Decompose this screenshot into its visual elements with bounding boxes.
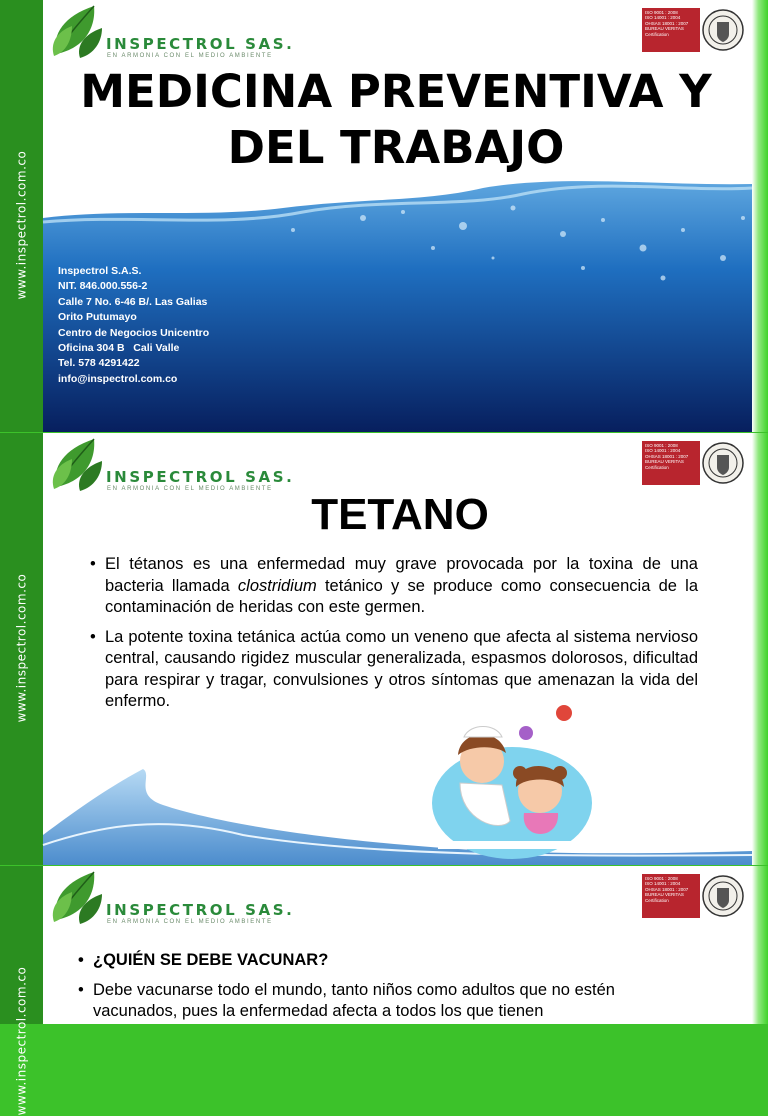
inspectrol-logo [50,4,310,64]
brand-name: INSPECTROL SAS. [106,35,295,53]
bureau-veritas-seal-icon [700,8,746,52]
right-accent-bar [752,0,768,432]
sidebar [0,0,43,432]
leaf-logo-icon [50,4,106,62]
brand-name: INSPECTROL SAS. [106,901,295,919]
sidebar-url: www.inspectrol.com.co [14,573,29,723]
slide-1 [0,0,768,432]
certification-badge [642,8,748,52]
bullet-item: • La potente toxina tetánica actúa como un veneno que afecta al sistema nervioso central, causando rigidez muscular generalizada, espasmos dolorosos, dificultad para respirar y tragar, convulsiones y otros síntomas que amenazan la vida del enfermo. [90,627,698,713]
sidebar-url: www.inspectrol.com.co [14,150,29,300]
vaccination-bullets [78,950,678,1031]
company-address: Inspectrol S.A.S. NIT. 846.000.556-2 Calle 7 No. 6-46 B/. Las Galias Orito Putumayo Centro de Negocios Unicentro Oficina 304 B Cali Valle Tel. 578 4291422 info@inspectrol.com.co [58,265,210,385]
brand-tagline: EN ARMONIA CON EL MEDIO AMBIENTE [107,486,273,492]
cert-standards: ISO 9001 : 2008 ISO 14001 : 2004 OHSAS 18001 : 2007 BUREAU VERITAS Certification [642,874,700,918]
brand-tagline: EN ARMONIA CON EL MEDIO AMBIENTE [107,53,273,59]
tetano-bullets [90,554,698,721]
right-accent-bar [752,433,768,865]
slide-1-title: MEDICINA PREVENTIVA Y DEL TRABAJO [80,65,712,174]
brand-tagline: EN ARMONIA CON EL MEDIO AMBIENTE [107,919,273,925]
bullet-item: • El tétanos es una enfermedad muy grave provocada por la toxina de una bacteria llamada clostridium tetánico y se produce como consecuencia de la contaminación de heridas con este germen. [90,554,698,619]
bullet-item: • ¿QUIÉN SE DEBE VACUNAR? [78,950,678,972]
sidebar-url: www.inspectrol.com.co [14,966,29,1116]
sidebar [0,866,43,1116]
leaf-logo-icon [50,437,106,495]
sidebar [0,433,43,865]
slide-2-title: TETANO [311,490,489,539]
cert-standards: ISO 9001 : 2008 ISO 14001 : 2004 OHSAS 18001 : 2007 BUREAU VERITAS Certification [642,441,700,485]
certification-badge [642,874,748,918]
vaccination-illustration [430,701,600,863]
certification-badge [642,441,748,485]
slide-3 [0,866,768,1116]
bullet-item: • Debe vacunarse todo el mundo, tanto niños como adultos que no estén vacunados, pues la enfermedad afecta a todos los que tienen [78,980,678,1023]
water-splash-image [43,765,752,865]
slide-2 [0,433,768,865]
inspectrol-logo [50,870,310,930]
leaf-logo-icon [50,870,106,928]
cert-standards: ISO 9001 : 2008 ISO 14001 : 2004 OHSAS 18001 : 2007 BUREAU VERITAS Certification [642,8,700,52]
bureau-veritas-seal-icon [700,874,746,918]
bureau-veritas-seal-icon [700,441,746,485]
right-accent-bar [752,866,768,1024]
inspectrol-logo [50,437,310,497]
brand-name: INSPECTROL SAS. [106,468,295,486]
